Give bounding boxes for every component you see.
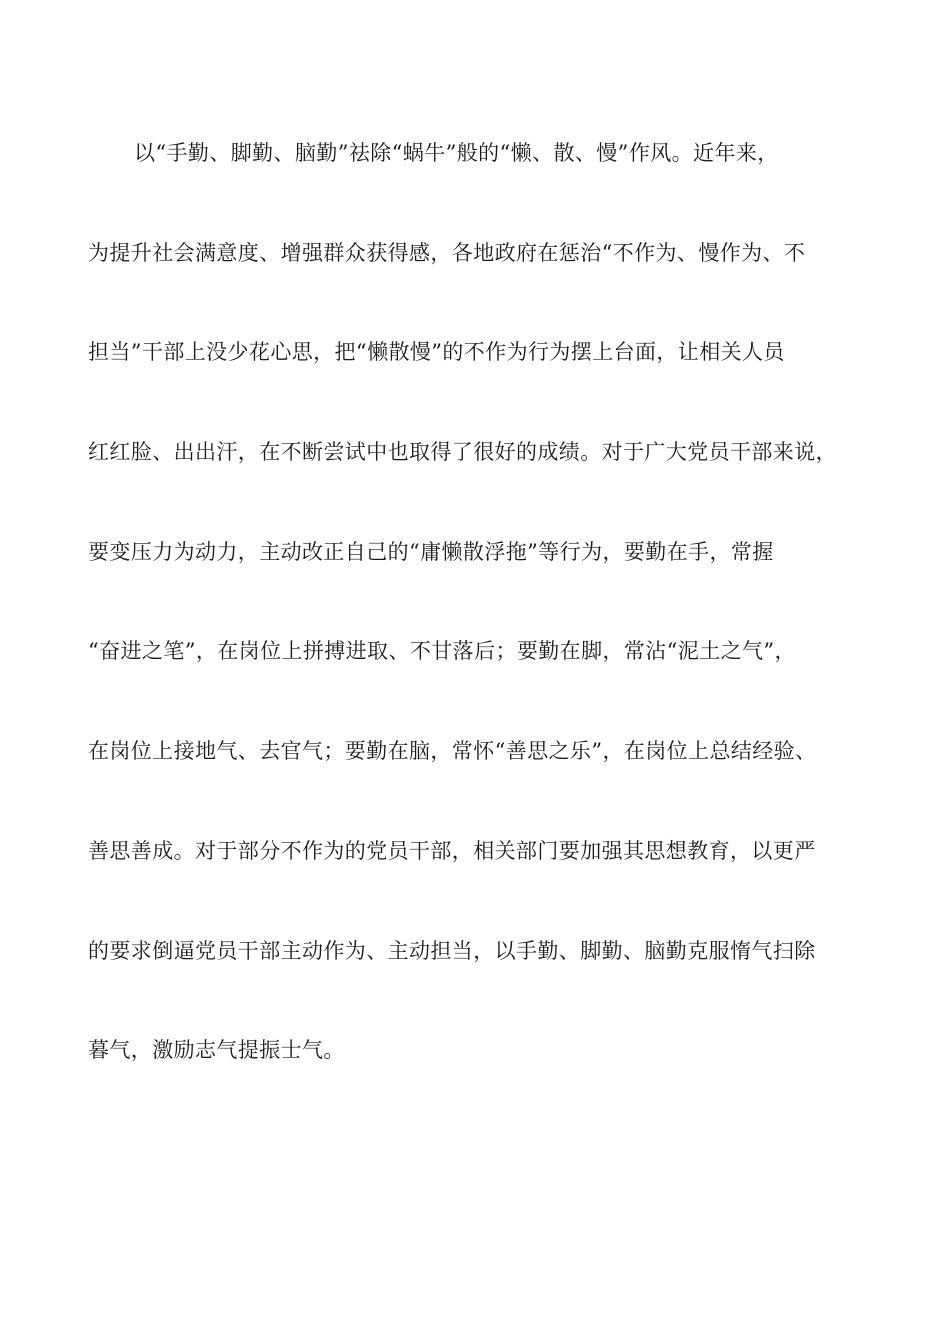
paragraph-line: 善思善成。对于部分不作为的党员干部，相关部门要加强其思想教育，以更严 xyxy=(88,838,816,863)
paragraph-line: 要变压力为动力，主动改正自己的“庸懒散浮拖”等行为，要勤在手，常握 xyxy=(88,539,774,564)
paragraph-line: 的要求倒逼党员干部主动作为、主动担当，以手勤、脚勤、脑勤克服惰气扫除 xyxy=(88,938,816,963)
paragraph-line: 以“手勤、脚勤、脑勤”祛除“蜗牛”般的“懒、散、慢”作风。近年来， xyxy=(134,141,779,165)
paragraph-line: 为提升社会满意度、增强群众获得感，各地政府在惩治“不作为、慢作为、不 xyxy=(88,240,806,265)
paragraph-line: 暮气，激励志气提振士气。 xyxy=(88,1038,345,1063)
paragraph-line: “奋进之笔”，在岗位上拼搏进取、不甘落后；要勤在脚，常沾“泥土之气”， xyxy=(88,639,796,664)
paragraph-line: 在岗位上接地气、去官气；要勤在脑，常怀“善思之乐”，在岗位上总结经验、 xyxy=(88,739,817,764)
body-paragraph xyxy=(88,125,868,1122)
paragraph-line: 红红脸、出出汗，在不断尝试中也取得了很好的成绩。对于广大党员干部来说， xyxy=(88,440,837,465)
paragraph-line: 担当”干部上没少花心思，把“懒散慢”的不作为行为摆上台面，让相关人员 xyxy=(88,340,785,365)
